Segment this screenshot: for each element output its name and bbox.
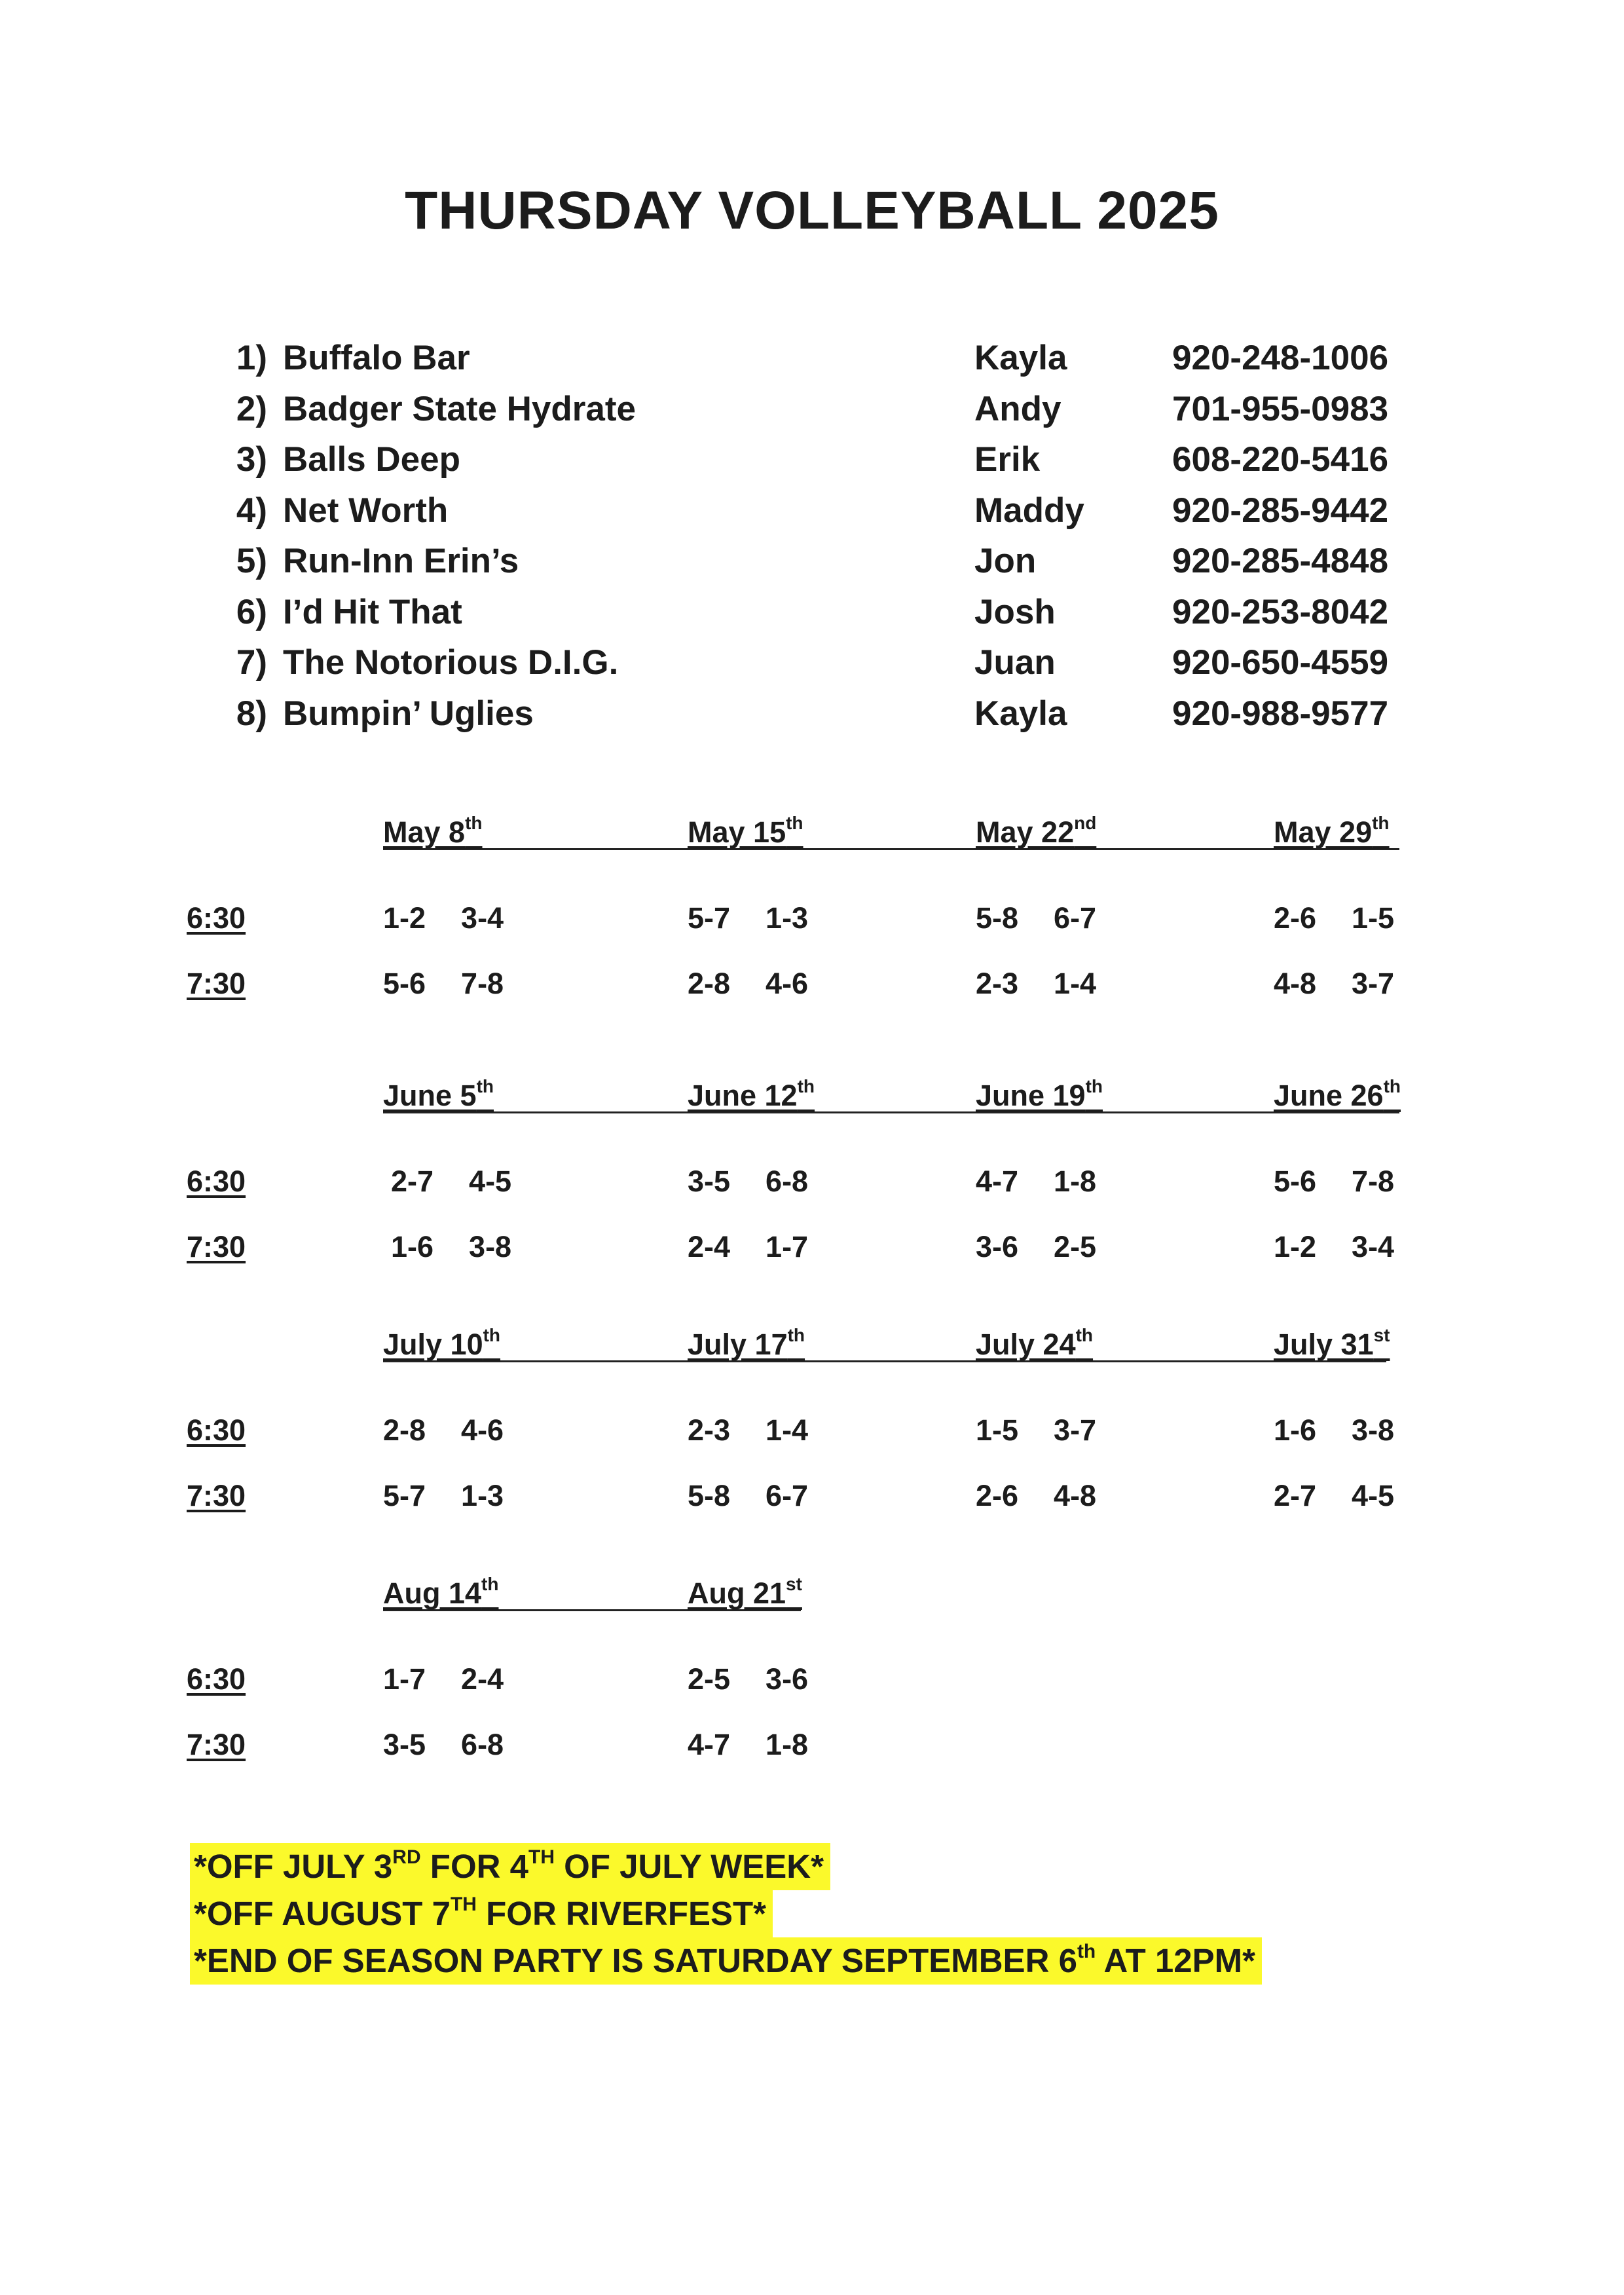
match-pairing: 4-5 — [1352, 1479, 1395, 1512]
page-title: THURSDAY VOLLEYBALL 2025 — [405, 181, 1219, 240]
match-pairing: 3-7 — [1054, 1413, 1097, 1447]
team-captain: Maddy — [974, 491, 1084, 530]
match-pairing: 2-6 — [976, 1479, 1019, 1512]
team-name: Bumpin’ Uglies — [283, 694, 534, 733]
match-row — [976, 1415, 1096, 1445]
match-pairing: 3-5 — [688, 1165, 731, 1198]
match-pairing: 3-8 — [469, 1230, 512, 1263]
note-line: *OFF AUGUST 7TH FOR RIVERFEST* — [190, 1890, 773, 1937]
match-pairing: 5-8 — [688, 1479, 731, 1512]
team-phone: 608-220-5416 — [1172, 440, 1389, 479]
match-row — [688, 1481, 808, 1510]
date-header: July 17th — [688, 1325, 805, 1361]
match-pairing: 1-8 — [766, 1728, 809, 1761]
date-header: May 15th — [688, 813, 803, 849]
match-pairing: 1-5 — [1352, 901, 1395, 935]
date-header: June 26th — [1274, 1076, 1401, 1112]
team-name: Buffalo Bar — [283, 339, 470, 377]
match-row — [688, 1232, 808, 1261]
match-pairing: 3-4 — [1352, 1230, 1395, 1263]
date-header: May 29th — [1274, 813, 1390, 849]
team-name: Net Worth — [283, 491, 449, 530]
match-row — [1274, 903, 1394, 933]
team-number: 3) — [236, 440, 267, 479]
match-row — [383, 1730, 504, 1759]
match-pairing: 3-7 — [1352, 967, 1395, 1000]
date-header-rule — [383, 848, 1399, 850]
match-pairing: 4-6 — [766, 967, 809, 1000]
match-pairing: 2-7 — [1274, 1479, 1317, 1512]
match-row — [1274, 969, 1394, 998]
time-slot-label: 7:30 — [187, 1230, 246, 1263]
date-header: July 10th — [383, 1325, 501, 1361]
team-name: The Notorious D.I.G. — [283, 643, 619, 682]
team-number: 1) — [236, 339, 267, 377]
match-row — [688, 1415, 808, 1445]
time-slot-label: 6:30 — [187, 901, 246, 935]
match-pairing: 6-7 — [766, 1479, 809, 1512]
match-pairing: 1-8 — [1054, 1165, 1097, 1198]
match-row — [1274, 1481, 1394, 1510]
match-pairing: 5-7 — [688, 901, 731, 935]
match-pairing: 3-8 — [1352, 1413, 1395, 1447]
team-captain: Josh — [974, 592, 1056, 631]
date-header: June 5th — [383, 1076, 494, 1112]
match-row — [1274, 1232, 1394, 1261]
time-slot-label: 7:30 — [187, 1728, 246, 1761]
match-pairing: 1-2 — [383, 901, 426, 935]
team-captain: Erik — [974, 440, 1041, 479]
match-pairing: 1-3 — [461, 1479, 504, 1512]
date-header-rule — [383, 1360, 1386, 1362]
match-row — [383, 903, 504, 933]
match-pairing: 3-4 — [461, 901, 504, 935]
note-line: *END OF SEASON PARTY IS SATURDAY SEPTEMBER 6th AT 12PM* — [190, 1937, 1262, 1985]
match-pairing: 1-7 — [766, 1230, 809, 1263]
match-pairing: 2-4 — [688, 1230, 731, 1263]
match-pairing: 2-7 — [391, 1165, 434, 1198]
match-pairing: 5-6 — [383, 967, 426, 1000]
match-row — [976, 1232, 1096, 1261]
team-number: 5) — [236, 542, 267, 580]
match-row — [976, 969, 1096, 998]
match-pairing: 2-8 — [383, 1413, 426, 1447]
team-number: 2) — [236, 389, 267, 428]
match-row — [688, 1166, 808, 1196]
match-pairing: 1-3 — [766, 901, 809, 935]
match-pairing: 1-4 — [1054, 967, 1097, 1000]
match-row — [383, 1664, 504, 1694]
match-row — [383, 1481, 504, 1510]
date-header: Aug 21st — [688, 1574, 802, 1610]
team-captain: Juan — [974, 643, 1056, 682]
match-pairing: 2-3 — [976, 967, 1019, 1000]
match-pairing: 4-7 — [688, 1728, 731, 1761]
team-name: Balls Deep — [283, 440, 461, 479]
notes-highlight — [190, 1843, 1262, 1985]
team-phone: 920-285-9442 — [1172, 491, 1389, 530]
match-row — [1274, 1166, 1394, 1196]
time-slot-label: 7:30 — [187, 967, 246, 1000]
team-captain: Kayla — [974, 339, 1067, 377]
date-header: June 12th — [688, 1076, 815, 1112]
match-row — [391, 1166, 511, 1196]
team-number: 8) — [236, 694, 267, 733]
match-pairing: 2-6 — [1274, 901, 1317, 935]
team-name: I’d Hit That — [283, 592, 462, 631]
match-pairing: 5-7 — [383, 1479, 426, 1512]
match-pairing: 2-8 — [688, 967, 731, 1000]
match-pairing: 2-5 — [688, 1662, 731, 1696]
match-row — [976, 1166, 1096, 1196]
match-row — [391, 1232, 511, 1261]
match-pairing: 6-8 — [461, 1728, 504, 1761]
time-slot-label: 6:30 — [187, 1165, 246, 1198]
match-pairing: 5-6 — [1274, 1165, 1317, 1198]
date-header: May 22nd — [976, 813, 1097, 849]
match-pairing: 1-6 — [391, 1230, 434, 1263]
team-captain: Kayla — [974, 694, 1067, 733]
date-header-rule — [383, 1111, 1399, 1113]
team-captain: Andy — [974, 389, 1061, 428]
team-phone: 920-248-1006 — [1172, 339, 1389, 377]
match-pairing: 4-5 — [469, 1165, 512, 1198]
time-slot-label: 6:30 — [187, 1662, 246, 1696]
date-header: Aug 14th — [383, 1574, 499, 1610]
match-pairing: 6-8 — [766, 1165, 809, 1198]
time-slot-label: 7:30 — [187, 1479, 246, 1512]
match-pairing: 2-5 — [1054, 1230, 1097, 1263]
match-pairing: 1-7 — [383, 1662, 426, 1696]
match-pairing: 2-4 — [461, 1662, 504, 1696]
match-row — [383, 1415, 504, 1445]
time-slot-label: 6:30 — [187, 1413, 246, 1447]
match-pairing: 4-6 — [461, 1413, 504, 1447]
match-pairing: 4-7 — [976, 1165, 1019, 1198]
match-row — [688, 1664, 808, 1694]
date-header: July 31st — [1274, 1325, 1390, 1361]
team-number: 6) — [236, 592, 267, 631]
date-header: July 24th — [976, 1325, 1094, 1361]
team-phone: 920-988-9577 — [1172, 694, 1389, 733]
match-pairing: 3-6 — [766, 1662, 809, 1696]
match-row — [688, 1730, 808, 1759]
match-pairing: 1-6 — [1274, 1413, 1317, 1447]
match-pairing: 3-5 — [383, 1728, 426, 1761]
match-row — [383, 969, 504, 998]
match-pairing: 4-8 — [1274, 967, 1317, 1000]
match-pairing: 7-8 — [1352, 1165, 1395, 1198]
date-header: May 8th — [383, 813, 483, 849]
match-pairing: 1-4 — [766, 1413, 809, 1447]
match-row — [1274, 1415, 1394, 1445]
match-pairing: 2-3 — [688, 1413, 731, 1447]
team-captain: Jon — [974, 542, 1037, 580]
match-row — [688, 903, 808, 933]
match-row — [976, 1481, 1096, 1510]
match-pairing: 3-6 — [976, 1230, 1019, 1263]
match-pairing: 4-8 — [1054, 1479, 1097, 1512]
team-name: Badger State Hydrate — [283, 389, 637, 428]
date-header: June 19th — [976, 1076, 1103, 1112]
match-pairing: 1-2 — [1274, 1230, 1317, 1263]
team-phone: 920-650-4559 — [1172, 643, 1389, 682]
team-phone: 920-253-8042 — [1172, 592, 1389, 631]
match-pairing: 5-8 — [976, 901, 1019, 935]
team-number: 7) — [236, 643, 267, 682]
team-number: 4) — [236, 491, 267, 530]
team-name: Run-Inn Erin’s — [283, 542, 519, 580]
team-phone: 701-955-0983 — [1172, 389, 1389, 428]
match-row — [688, 969, 808, 998]
note-line: *OFF JULY 3RD FOR 4TH OF JULY WEEK* — [190, 1843, 830, 1890]
match-pairing: 1-5 — [976, 1413, 1019, 1447]
match-pairing: 7-8 — [461, 967, 504, 1000]
match-pairing: 6-7 — [1054, 901, 1097, 935]
match-row — [976, 903, 1096, 933]
team-phone: 920-285-4848 — [1172, 542, 1389, 580]
